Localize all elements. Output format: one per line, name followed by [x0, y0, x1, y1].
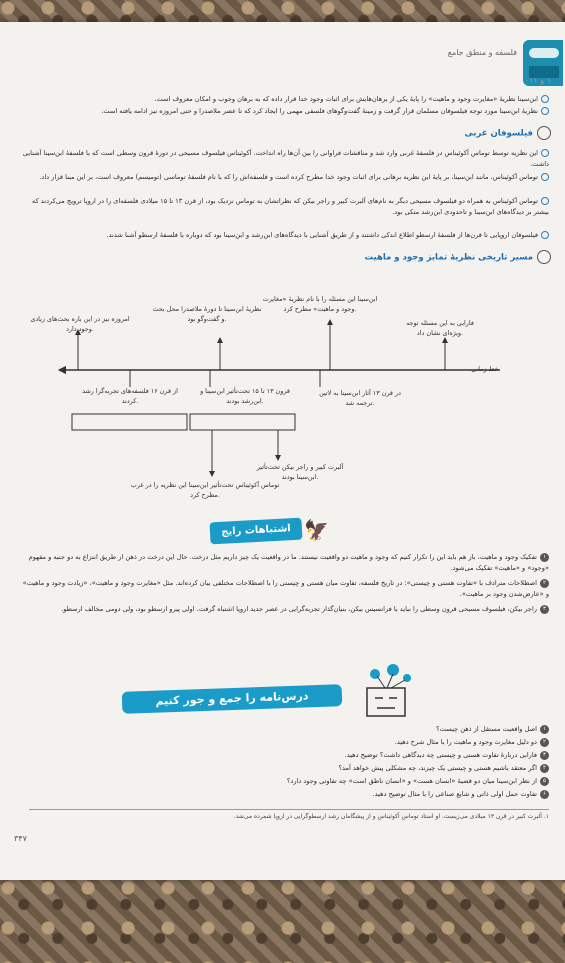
- tl-16: از قرن ۱۶ فلسفه‌های تجربه‌گرا رشد کردند.: [82, 387, 178, 405]
- book-page: [0, 22, 565, 880]
- bird-icon: 🦅: [304, 518, 329, 542]
- western-para-4: فیلسوفان اروپایی تا قرن‌ها از فلسفهٔ ارسطو اطلاع اندکی داشتند و از طریق آشنایی با دیدگاه‌های ابن‌رشد و ابن‌سینا بود که دوباره با فلسفهٔ ارسطو آشنا شدند.: [19, 230, 549, 241]
- mistake-3: ۳راجر بیکن، فیلسوف مسیحی قرون وسطی را نباید با فرانسیس بیکن، بنیان‌گذار تجربه‌گرایی در عصر جدید اروپا اشتباه گرفت. اولی پیرو ارسطو بود، ولی دومی مخالف ارسطو.: [19, 604, 549, 615]
- review-q5: ۵از نظر ابن‌سینا میان دو قضیهٔ «انسان هست» و «انسان ناطق است» چه تفاوتی وجود دارد؟: [19, 776, 549, 787]
- section-number: ۱ و ۰۱۱: [524, 76, 551, 85]
- review-q3: ۳فارابی دربارهٔ تفاوت هستی و چیستی چه دیدگاهی داشت؟ توضیح دهید.: [19, 750, 549, 761]
- review-title: درس‌نامه را جمع و جور کنیم: [122, 684, 343, 714]
- review-q4: ۴اگر معتقد باشیم هستی و چیستی یک چیزند، چه مشکلی پیش خواهد آمد؟: [19, 763, 549, 774]
- page-number: ۳۴۷: [14, 834, 27, 843]
- review-q6: ۶تفاوت حمل اولی ذاتی و شایع صناعی را با مثال توضیح دهید.: [19, 789, 549, 800]
- intro-para-1: ابن‌سینا نظریهٔ «مغایرت وجود و ماهیت» را پایهٔ یکی از برهان‌هایش برای اثبات وجود خدا قرار داده که به برهان وجوب و امکان معروف است.: [19, 94, 549, 105]
- tl-latin: در قرن ۱۳ آثار ابن‌سینا به لاتین ترجمه شد.: [319, 389, 401, 407]
- mistakes-title: اشتباهات رایج: [209, 518, 302, 545]
- bracket-13-15: [190, 414, 295, 430]
- western-para-2: توماس آکوئیناس، مانند ابن‌سینا، بر پایهٔ این نظریه برهانی برای اثبات وجود خدا مطرح کرده است و فلسفه‌اش را که با نام فلسفهٔ توماسی (تومیسم) معروف است، بر این مبنا قرار داد.: [19, 172, 549, 183]
- tl-mullasadra: نظریهٔ ابن‌سینا تا دورهٔ ملاصدرا محل بحث و گفت‌وگو بود.: [152, 305, 262, 323]
- tl-bacon: آلبرت کبیر و راجر بیکن تحت‌تأثیر ابن‌سینا بودند.: [256, 463, 344, 481]
- tl-13-15: قرون ۱۳ تا ۱۵ تحت‌تأثیر ابن‌سینا و ابن‌رشد بودند.: [200, 387, 290, 405]
- tl-aquinas: توماس آکوئیناس تحت‌تأثیر ابن‌سینا این نظریه را در غرب مطرح کرد.: [130, 481, 280, 499]
- mistake-1: ۱تفکیک وجود و ماهیت، باز هم باید این را تکرار کنیم که وجود و ماهیت دو واقعیت نیستند. ما در واقعیت یک چیز داریم مثل درخت. حال این درخت در ذهن از طریق انتزاع به دو جنبه و مفهوم «وجود» و «ماهیت» تفکیک می‌شود.: [28, 553, 549, 572]
- bracket-16: [72, 414, 187, 430]
- footnote: ۱. آلبرت کبیر در قرن ۱۳ میلادی می‌زیست. او استاد توماس آکوئیناس و از پیشگامان رشد ارسطوگرایی در اروپا شمرده می‌شد.: [29, 809, 549, 820]
- western-para-3: توماس آکوئیناس به همراه دو فیلسوف مسیحی دیگر به نام‌های آلبرت کبیر و راجر بیکن که نظراتشان به توماس نزدیک بود، از قرن ۱۳ تا ۱۵ میلادی فلسفه‌ای را در اروپا ترویج می‌کردند که بیشتر بر دیدگاه‌های ابن‌سینا و تاحدودی ابن‌رشد متکی بود.: [32, 197, 549, 216]
- western-para-1: این نظریه توسط توماس آکوئیناس در فلسفهٔ غربی وارد شد و مناقشات فراوانی را بین آن‌ها راه انداخت. آکوئیناس فیلسوف مسیحی در دورهٔ قرون وسطی است که با فلسفهٔ ابن‌سینا آشنایی داشت.: [22, 149, 549, 168]
- mistake-2: ۲اصطلاحات مترادف با «تفاوت هستی و چیستی»: در تاریخ فلسفه، تفاوت میان هستی و چیستی را با اصطلاحات مختلفی بیان کرده‌اند. مثل «مغایرت وجود و ماهیت»، «زیادت وجود و ماهیت» و «عارض‌شدن وجود بر ماهیت».: [22, 579, 549, 598]
- intro-para-2: نظریهٔ ابن‌سینا مورد توجه فیلسوفان مسلمان قرار گرفت و زمینهٔ گفت‌وگوهای فلسفی مهمی را ایجاد کرد که تا عصر ملاصدرا و حتی امروزه نیز ادامه یافته است.: [19, 106, 549, 117]
- review-banner: [122, 684, 352, 714]
- tl-farabi: فارابی به این مسئله توجه ویژه‌ای نشان داد.: [406, 319, 474, 337]
- mistakes-banner: [210, 514, 330, 546]
- thinking-head-icon: [355, 662, 425, 718]
- tl-ibnsina: ابن‌سینا این مسئله را با نام نظریهٔ «مغایرت وجود و ماهیت» مطرح کرد.: [262, 295, 378, 313]
- history-heading: مسیر تاریخی نظریهٔ تمایز وجود و ماهیت: [365, 250, 552, 264]
- review-q1: ۱اصل واقعیت مستقل از ذهن چیست؟: [19, 724, 549, 735]
- review-q2: ۲دو دلیل مغایرت وجود و ماهیت را با مثال شرح دهید.: [19, 737, 549, 748]
- tl-today: امروزه نیز در این باره بحث‌های زیادی وجود دارد.: [30, 315, 130, 333]
- tl-axis-label: خط زمانی: [471, 365, 499, 373]
- western-heading: فیلسوفان غربی: [465, 126, 551, 140]
- running-header: فلسفه و منطق جامع: [447, 48, 517, 57]
